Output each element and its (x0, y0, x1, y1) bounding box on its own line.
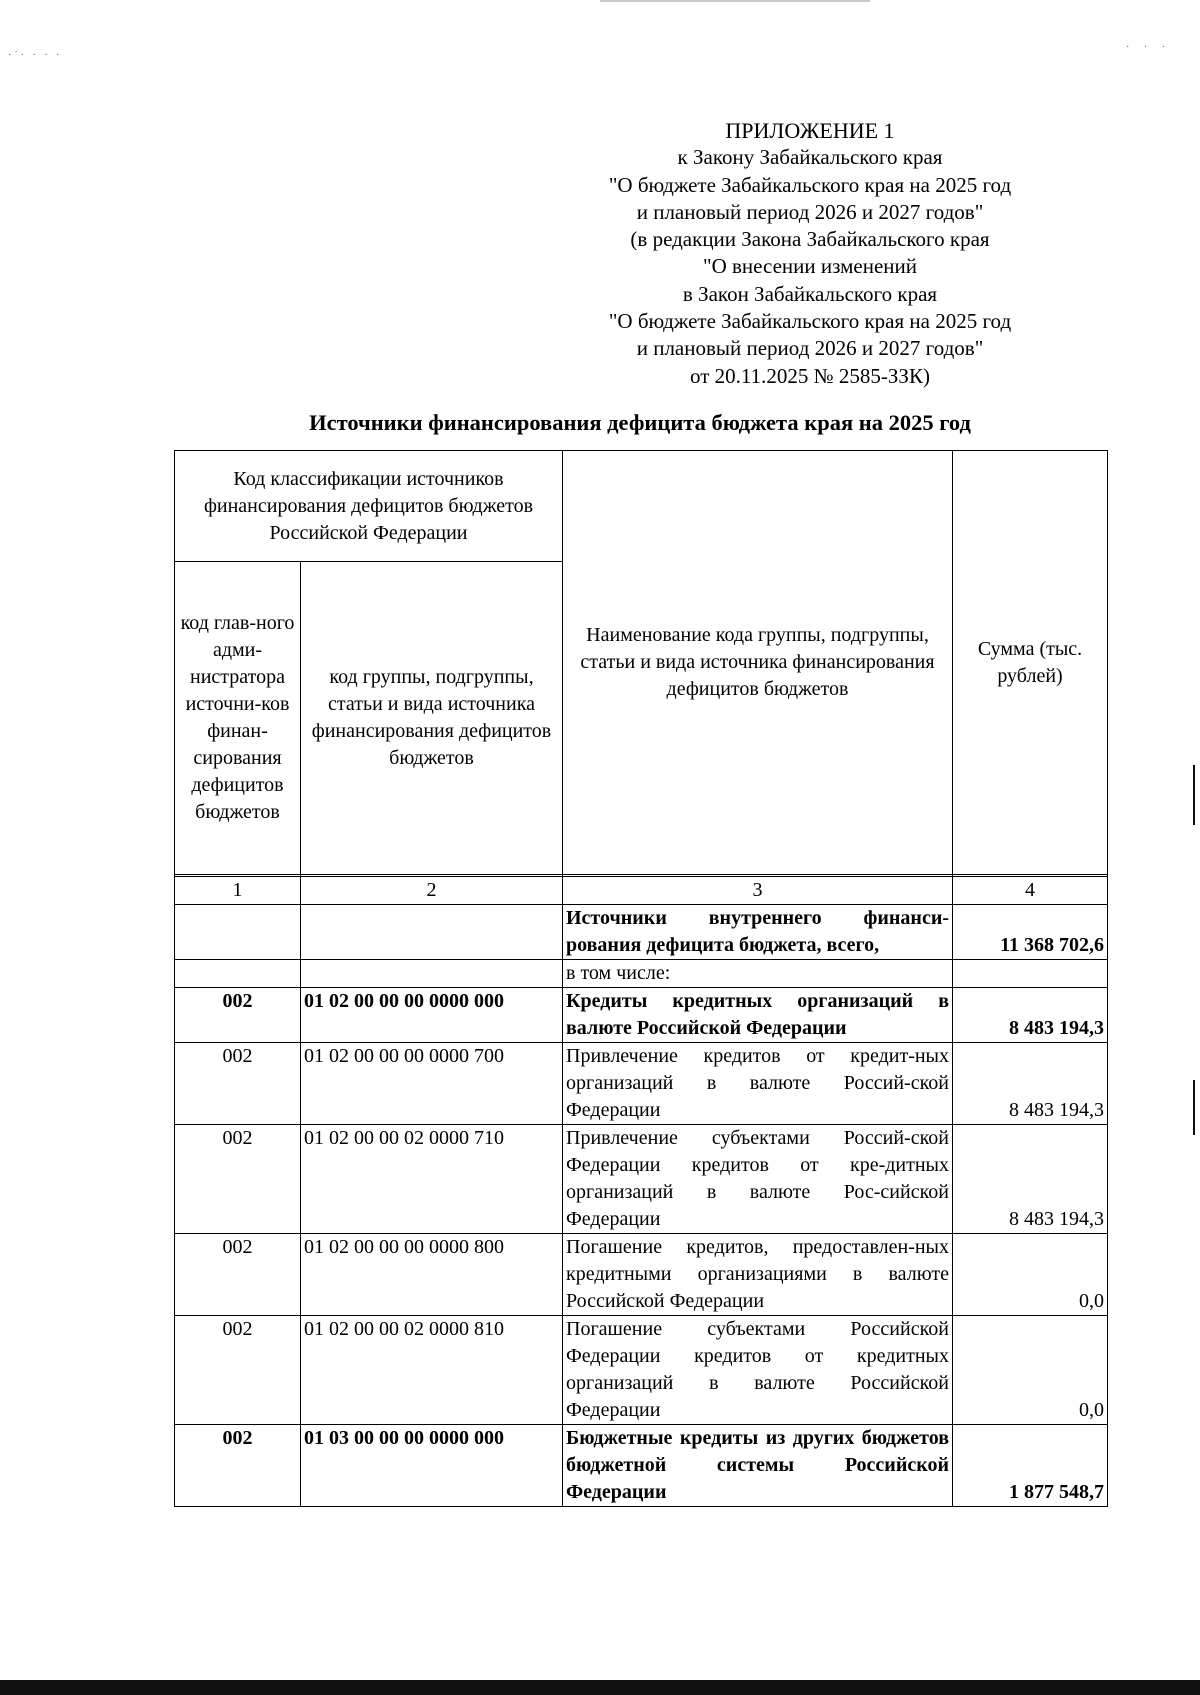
row-name: Кредиты кредитных организаций в валюте Российской Федерации (563, 988, 953, 1043)
appendix-line: (в редакции Закона Забайкальского края (630, 227, 990, 252)
header-sum: Сумма (тыс. рублей) (953, 451, 1108, 875)
header-group-code: код группы, подгруппы, статьи и вида источника финансирования дефицитов бюджетов (301, 562, 563, 875)
table-row (175, 1425, 1108, 1507)
row-admin-code: 002 (175, 1316, 301, 1425)
scan-artifact-top-line (600, 0, 870, 2)
row-admin-code: 002 (175, 988, 301, 1043)
row-sum: 8 483 194,3 (953, 1125, 1108, 1234)
appendix-line: к Закону Забайкальского края (677, 145, 943, 170)
appendix-line: "О бюджете Забайкальского края на 2025 год (608, 172, 1012, 197)
including-row (175, 960, 1108, 988)
financing-sources-table (174, 450, 1108, 1507)
including-sum-cell (953, 960, 1108, 988)
row-admin-code: 002 (175, 1425, 301, 1507)
scan-specks-right: · · · (1126, 42, 1171, 53)
appendix-line: "О внесении изменений (703, 254, 917, 279)
total-row (175, 905, 1108, 960)
scan-edge-mark (1193, 1080, 1195, 1135)
row-source-code: 01 02 00 00 00 0000 000 (301, 988, 563, 1043)
column-number: 3 (563, 877, 953, 905)
table-row (175, 1234, 1108, 1316)
row-sum: 1 877 548,7 (953, 1425, 1108, 1507)
row-source-code: 01 02 00 00 00 0000 800 (301, 1234, 563, 1316)
table-row (175, 988, 1108, 1043)
appendix-line: и плановый период 2026 и 2027 годов" (636, 336, 984, 361)
header-classification: Код классификации источников финансирования дефицитов бюджетов Российской Федерации (175, 451, 563, 562)
row-source-code: 01 02 00 00 00 0000 700 (301, 1043, 563, 1125)
row-admin-code: 002 (175, 1234, 301, 1316)
row-admin-code: 002 (175, 1125, 301, 1234)
column-number: 2 (301, 877, 563, 905)
row-sum: 8 483 194,3 (953, 1043, 1108, 1125)
appendix-line: "О бюджете Забайкальского края на 2025 год (608, 309, 1012, 334)
row-sum: 0,0 (953, 1316, 1108, 1425)
total-code-cell (301, 905, 563, 960)
row-name: Погашение кредитов, предоставлен-ных кредитными организациями в валюте Российской Федерации (563, 1234, 953, 1316)
header-admin-code: код глав-ного адми-нистратора источни-ков финан-сирования дефицитов бюджетов (175, 562, 301, 875)
appendix-line: ПРИЛОЖЕНИЕ 1 (725, 118, 895, 143)
appendix-header (560, 117, 1060, 390)
row-name: Привлечение кредитов от кредит-ных организаций в валюте Россий-ской Федерации (563, 1043, 953, 1125)
row-name: Бюджетные кредиты из других бюджетов бюджетной системы Российской Федерации (563, 1425, 953, 1507)
total-sum: 11 368 702,6 (953, 905, 1108, 960)
row-source-code: 01 03 00 00 00 0000 000 (301, 1425, 563, 1507)
column-number: 4 (953, 877, 1108, 905)
row-source-code: 01 02 00 00 02 0000 810 (301, 1316, 563, 1425)
table-row (175, 1043, 1108, 1125)
including-code-cell (301, 960, 563, 988)
appendix-line: в Закон Забайкальского края (682, 281, 938, 306)
appendix-line: и плановый период 2026 и 2027 годов" (636, 199, 984, 224)
total-admin-cell (175, 905, 301, 960)
table-row (175, 1316, 1108, 1425)
scan-bottom-edge (0, 1680, 1200, 1695)
total-name: Источники внутреннего финанси-рования дефицита бюджета, всего, (563, 905, 953, 960)
including-admin-cell (175, 960, 301, 988)
column-numbers-row (175, 877, 1108, 905)
document-title: Источники финансирования дефицита бюджета края на 2025 год (309, 410, 971, 435)
table-row (175, 1125, 1108, 1234)
appendix-line: от 20.11.2025 № 2585-ЗЗК) (690, 363, 930, 388)
row-admin-code: 002 (175, 1043, 301, 1125)
scan-edge-mark (1193, 765, 1195, 825)
row-sum: 8 483 194,3 (953, 988, 1108, 1043)
row-source-code: 01 02 00 00 02 0000 710 (301, 1125, 563, 1234)
row-sum: 0,0 (953, 1234, 1108, 1316)
header-name: Наименование кода группы, подгруппы, статьи и вида источника финансирования дефицитов бюджетов (563, 451, 953, 875)
scan-specks-left: ·˙· · · · (8, 50, 63, 61)
column-number: 1 (175, 877, 301, 905)
row-name: Привлечение субъектами Россий-ской Федерации кредитов от кре-дитных организаций в валюте Рос-сийской Федерации (563, 1125, 953, 1234)
row-name: Погашение субъектами Российской Федерации кредитов от кредитных организаций в валюте Российской Федерации (563, 1316, 953, 1425)
including-label: в том числе: (563, 960, 953, 988)
